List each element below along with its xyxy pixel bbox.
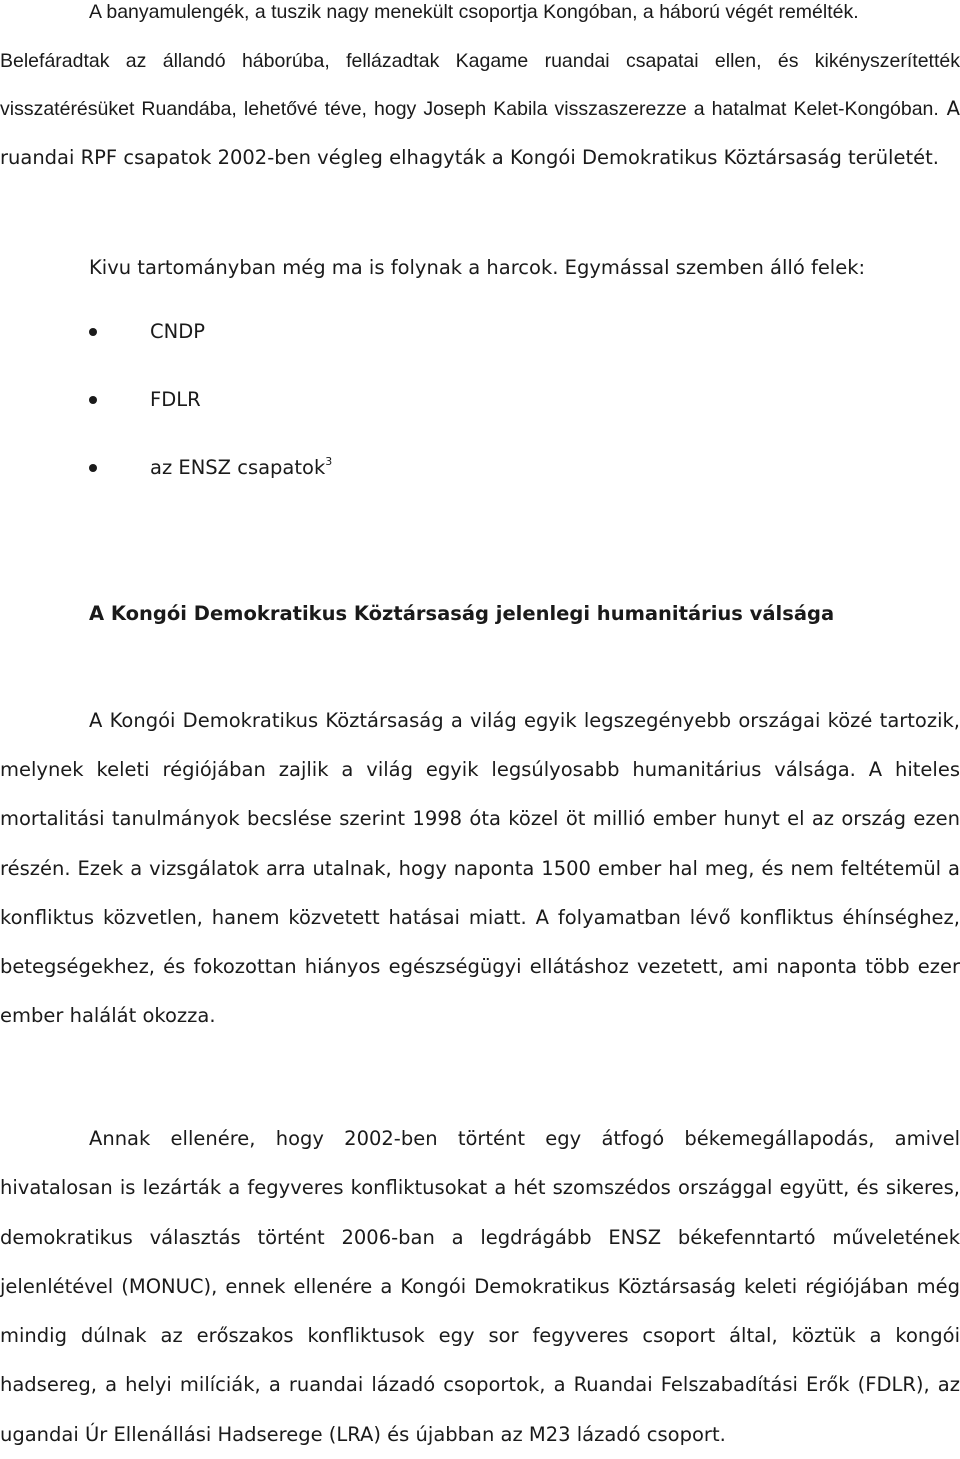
bullet-icon — [89, 328, 97, 336]
paragraph-line-1: A banyamulengék, a tuszik nagy menekült csoportja Kongóban, a háború végét remélték. — [89, 1, 859, 23]
paragraph-sans-text: A ruandai RPF csapatok 2002-ben végleg elhagyták a Kongói Demokratikus Köztársaság területét. — [0, 97, 960, 169]
list-item — [0, 383, 960, 451]
list-item — [0, 315, 960, 383]
paragraph-peace-agreement: Annak ellenére, hogy 2002-ben történt egy átfogó békemegállapodás, amivel hivatalosan is lezárták a fegyveres konfliktusokat a hét szomszédos országgal együtt, és sikeres, demokratikus választás történt 2006-ban a legdrágább ENSZ békefenntartó műveletének jelenlétével (MONUC), ennek ellenére a Kongói Demokratikus Köztársaság keleti régiójában még mindig dúlnak az erőszakos konfliktusok egy sor fegyveres csoport által, köztük a kongói hadsereg, a helyi milíciák, a ruandai lázadó csoportok, a Ruandai Felszabadítási Erők (FDLR), az ugandai Úr Ellenállási Hadserege (LRA) és újabban az M23 lázadó csoport. — [0, 1127, 960, 1446]
list-item-text: az ENSZ csapatok — [150, 456, 326, 479]
paragraph-banyamulenge — [0, 0, 960, 182]
footnote-marker: 3 — [325, 455, 333, 468]
list-item — [0, 451, 960, 519]
paragraph-humanitarian-crisis: A Kongói Demokratikus Köztársaság a világ egyik legszegényebb országai közé tartozik, melynek keleti régiójában zajlik a világ egyik legsúlyosabb humanitárius válsága. A hiteles mortalitási tanulmányok becslése szerint 1998 óta közel öt millió ember hunyt el az ország ezen részén. Ezek a vizsgálatok arra utalnak, hogy naponta 1500 ember hal meg, és nem feltétemül a konfliktus közvetlen, hanem közvetett hatásai miatt. A folyamatban lévő konfliktus éhínséghez, betegségekhez, és fokozottan hiányos egészségügyi ellátáshoz vezetett, ami naponta több ezer ember halálát okozza. — [0, 709, 960, 1028]
section-heading: A Kongói Demokratikus Köztársaság jelenlegi humanitárius válsága — [89, 602, 835, 626]
paragraph-kivu: Kivu tartományban még ma is folynak a harcok. Egymással szemben álló felek: — [89, 256, 866, 279]
bullet-icon — [89, 464, 97, 472]
paragraph-arial-text: Belefáradtak az állandó háborúba, fellázadtak Kagame ruandai csapatai ellen, és kikényszerítették visszatérésüket Ruandába, lehetővé téve, hogy Joseph Kabila visszaszerezze a hatalmat Kelet-Kongóban. — [0, 49, 960, 120]
list-item-text: FDLR — [150, 388, 201, 411]
list-item-text: CNDP — [150, 320, 205, 343]
bullet-icon — [89, 396, 97, 404]
bullet-list-parties — [0, 315, 960, 519]
